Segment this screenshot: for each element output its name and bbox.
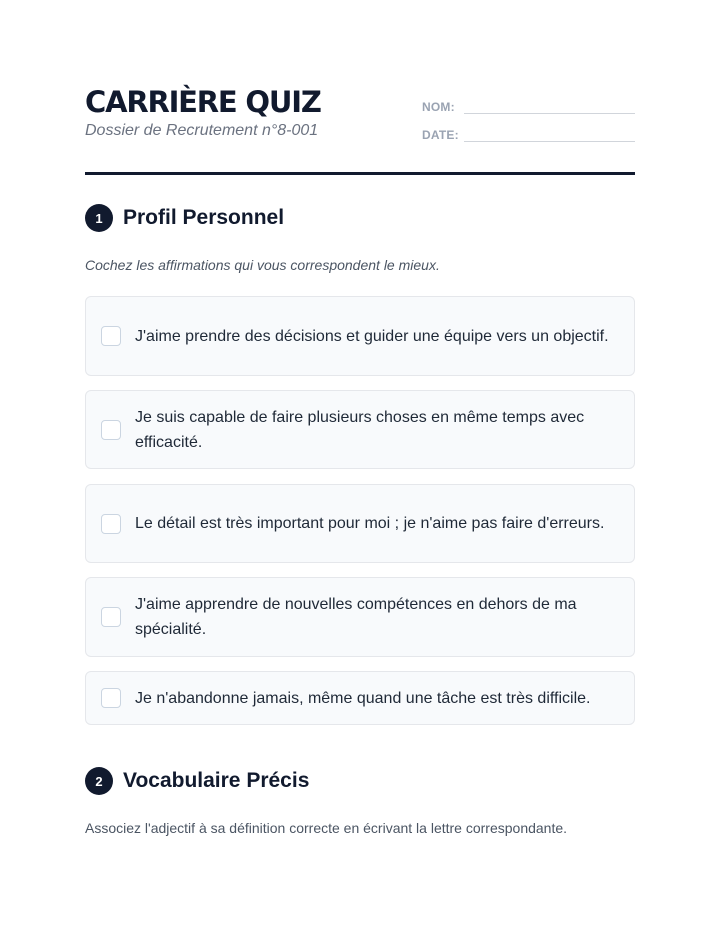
- meta-fields: [422, 86, 635, 142]
- section-1-header: [85, 204, 284, 232]
- date-label: DATE:: [422, 128, 459, 142]
- checkbox[interactable]: [101, 326, 121, 346]
- page-subtitle: Dossier de Recrutement n°8-001: [85, 122, 319, 139]
- section-2-instructions: Associez l'adjectif à sa définition correcte en écrivant la lettre correspondante.: [85, 820, 568, 836]
- name-field[interactable]: [464, 96, 635, 114]
- checkbox[interactable]: [101, 420, 121, 440]
- checklist-item-text: J'aime prendre des décisions et guider une équipe vers un objectif.: [135, 327, 609, 345]
- header-divider: [85, 172, 635, 175]
- checkbox[interactable]: [101, 514, 121, 534]
- name-row: [422, 86, 635, 114]
- checklist-item-1[interactable]: [85, 296, 635, 376]
- document-header: [85, 84, 635, 144]
- checklist-item-text: Je suis capable de faire plusieurs choses en même temps avec efficacité.: [135, 408, 585, 451]
- name-label: NOM:: [422, 100, 455, 114]
- section-1-number: 1: [85, 204, 113, 232]
- section-2-title: Vocabulaire Précis: [123, 769, 310, 792]
- checklist-item-text: Le détail est très important pour moi ; je n'aime pas faire d'erreurs.: [135, 515, 605, 532]
- checkbox[interactable]: [101, 688, 121, 708]
- checklist-item-4[interactable]: [85, 577, 635, 657]
- section-2-header: [85, 767, 309, 795]
- checklist-item-2[interactable]: [85, 390, 635, 469]
- page-title: CARRIÈRE QUIZ: [85, 85, 321, 119]
- section-1-title: Profil Personnel: [123, 206, 285, 229]
- section-1-instructions: Cochez les affirmations qui vous correspondent le mieux.: [85, 257, 440, 273]
- date-field[interactable]: [464, 124, 635, 142]
- checklist-item-text: Je n'abandonne jamais, même quand une tâche est très difficile.: [135, 689, 591, 707]
- date-row: [422, 114, 635, 142]
- checklist-item-text: J'aime apprendre de nouvelles compétences en dehors de ma spécialité.: [135, 596, 577, 638]
- checkbox[interactable]: [101, 607, 121, 627]
- section-2-number: 2: [85, 767, 113, 795]
- checklist-item-3[interactable]: [85, 484, 635, 563]
- checklist-item-5[interactable]: [85, 671, 635, 725]
